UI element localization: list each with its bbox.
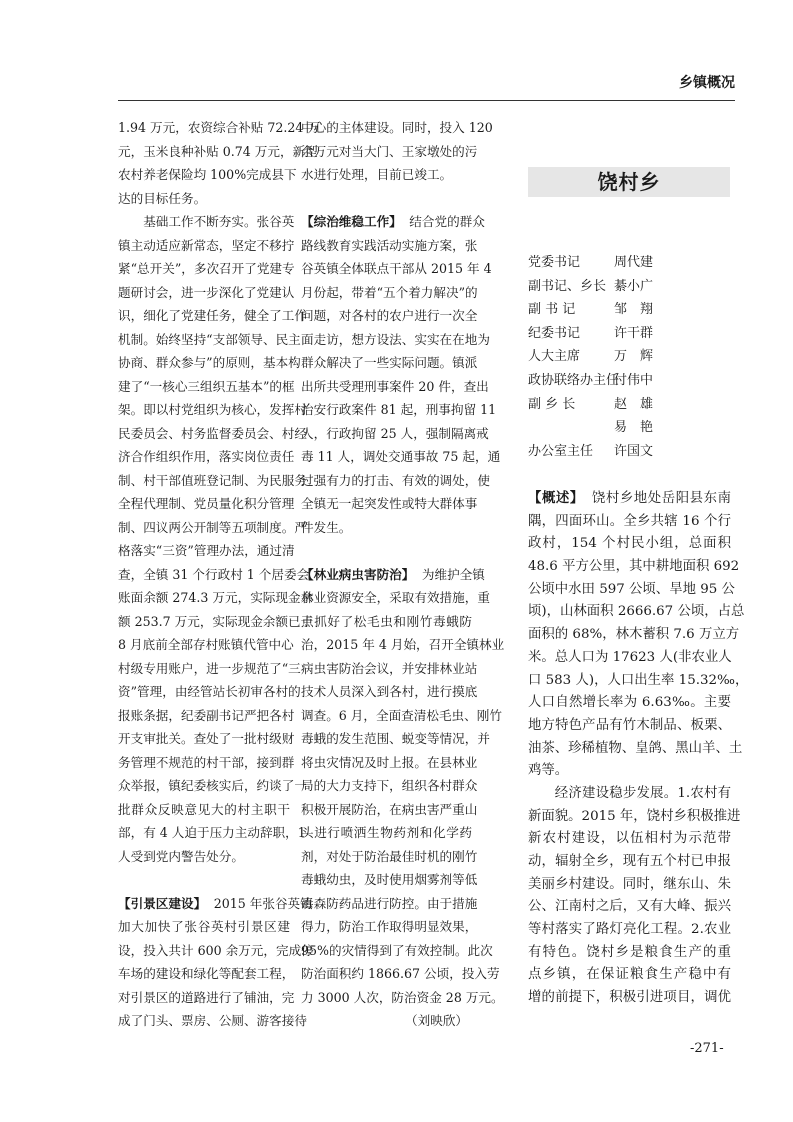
leader-role: 人大主席: [528, 349, 581, 365]
line-text: 鸡等。: [528, 763, 569, 779]
line-text: 毒蛾的发生范围、蜕变等情况，并: [301, 731, 490, 746]
paragraph-line: [118, 635, 294, 659]
paragraph-line: [118, 1011, 307, 1035]
paragraph-line: [301, 400, 497, 424]
paragraph-line: [301, 870, 478, 894]
paragraph-line: [118, 706, 295, 730]
line-text: 全程代理制、党员量化积分管理: [118, 496, 295, 511]
paragraph-line: [118, 118, 321, 142]
leader-role: 副书记、乡长: [528, 278, 607, 294]
author-signature: （刘映欣）: [405, 1013, 468, 1028]
paragraph-line: [528, 965, 731, 988]
line-text: 治安行政案件 81 起，刑事拘留 11: [301, 402, 497, 417]
line-text: 新面貌。2015 年，饶村乡积极推进: [528, 808, 741, 824]
line-text: 出所共受理刑事案件 20 件，查出: [301, 378, 489, 394]
paragraph-line: [301, 165, 472, 189]
paragraph-line: [301, 353, 478, 377]
paragraph-line: [118, 565, 310, 589]
line-text: 面走访，想方设法、实实在在地为: [301, 331, 490, 347]
line-text: 点抓好了松毛虫和刚竹毒蛾防: [301, 613, 472, 629]
paragraph-line: [528, 580, 735, 603]
blank-line: [301, 189, 472, 213]
paragraph-line: [301, 377, 489, 401]
paragraph-line: [118, 212, 295, 236]
line-text: 基础工作不断夯实。张谷英: [143, 214, 295, 229]
paragraph-line: [118, 847, 290, 871]
leader-name: 邹 翔: [614, 302, 654, 318]
line-text: 2015 年张谷英镇: [213, 895, 313, 911]
paragraph-line: [118, 330, 301, 354]
header-rule: [118, 100, 735, 101]
paragraph-line: [118, 917, 290, 941]
section-heading: 【引景区建设】: [118, 895, 207, 911]
text-column-2: [301, 118, 505, 1035]
line-text: 等村落实了路灯亮化工程。2.农业: [528, 922, 731, 938]
line-text: 力 3000 人次，防治资金 28 万元。: [301, 989, 504, 1005]
line-text: 余万元对当大门、王家墩处的污: [301, 143, 478, 159]
paragraph-line: [301, 212, 485, 236]
line-text: 8 月底前全部存村账镇代管中心: [118, 637, 294, 652]
page-number: -271-: [690, 1041, 724, 1056]
paragraph-line: [118, 612, 314, 636]
paragraph-line: [301, 847, 478, 871]
paragraph-line: [301, 283, 478, 307]
line-text: 资”管理，由经管站长初审各村的: [118, 684, 301, 699]
leader-role: [528, 418, 614, 442]
leader-role: 政协联络办主任: [528, 372, 620, 388]
line-text: 题研讨会，进一步深化了党建认: [118, 284, 295, 300]
paragraph-line: [118, 142, 318, 166]
line-text: 协商、群众参与”的原则，基本构: [118, 355, 301, 370]
paragraph-line: [528, 807, 741, 830]
paragraph-line: [301, 424, 489, 448]
leadership-list: [528, 253, 653, 465]
paragraph-line: [301, 635, 505, 659]
paragraph-line: [528, 671, 749, 694]
line-text: 民委员会、村务监督委员会、村经: [118, 425, 307, 441]
leader-row: [528, 395, 653, 419]
line-text: 对引景区的道路进行了铺油，完: [118, 989, 295, 1005]
paragraph-line: [301, 823, 472, 847]
line-text: 制、村干部值班登记制、为民服务: [118, 472, 307, 488]
line-text: 公、江南村之后，又有大峰、振兴: [528, 899, 731, 915]
paragraph-line: [118, 776, 307, 800]
line-text: 识，细化了党建任务，健全了工作: [118, 308, 307, 323]
line-text: 点乡镇，在保证粮食生产稳中有: [528, 967, 731, 983]
paragraph-line: [118, 659, 301, 683]
paragraph-line: [528, 852, 731, 875]
line-text: 隅，四面环山。全乡共辖 16 个行: [528, 513, 731, 529]
line-text: 元，玉米良种补贴 0.74 万元，新型: [118, 143, 318, 159]
paragraph-line: [118, 753, 295, 777]
line-text: 病虫害防治会议，并安排林业站: [301, 660, 478, 676]
line-text: 政村，154 个村民小组，总面积: [528, 536, 731, 552]
section-heading: 【林业病虫害防治】: [301, 566, 415, 582]
paragraph-line: [118, 682, 301, 706]
leader-name: 周代建: [614, 255, 654, 270]
line-text: 将虫灾情况及时上报。在县林业: [301, 754, 478, 770]
line-text: 镇主动适应新常态，坚定不移拧: [118, 237, 295, 253]
line-text: 全镇无一起突发性或特大群体事: [301, 496, 478, 511]
line-text: 积极开展防治，在病虫害严重山: [301, 801, 478, 817]
line-text: 开支审批关。查处了一批村级财: [118, 731, 295, 746]
leader-row: [528, 277, 653, 301]
leader-role: 副 乡 长: [528, 396, 576, 412]
paragraph-line: [301, 330, 490, 354]
paragraph-line: [301, 447, 501, 471]
paragraph-line: [301, 729, 490, 753]
blank-line: [301, 541, 472, 565]
paragraph-line: [118, 283, 295, 307]
line-text: 水进行处理，目前已竣工。: [301, 167, 453, 182]
line-text: 车场的建设和绿化等配套工程，: [118, 966, 295, 981]
leader-row: [528, 418, 653, 442]
line-text: 务管理不规范的村干部，接到群: [118, 754, 295, 770]
paragraph-line: [118, 541, 295, 565]
line-text: 成了门头、票房、公厕、游客接待: [118, 1013, 307, 1028]
paragraph-line: [118, 518, 307, 542]
paragraph-line: [301, 259, 492, 283]
leader-name: 许国文: [614, 443, 654, 459]
line-text: 经济建设稳步发展。1.农村有: [554, 785, 731, 801]
line-text: 得力，防治工作取得明显效果，: [301, 919, 478, 934]
line-text: 加大加快了张谷英村引景区建: [118, 919, 290, 934]
section-header: 乡镇概况: [679, 75, 735, 91]
line-text: 95%的灾情得到了有效控制。此次: [301, 942, 493, 958]
paragraph-line: [118, 424, 307, 448]
blank-line: [118, 870, 290, 894]
paragraph-line: [528, 761, 731, 784]
line-text: 额 253.7 万元，实际现金余额已于: [118, 613, 314, 629]
paragraph-line: [301, 518, 472, 542]
line-text: 村级专用账户，进一步规范了“三: [118, 660, 301, 676]
line-text: 局的大力支持下，组织各村群众: [301, 778, 478, 793]
line-text: 建了“一核心三组织五基本”的框: [118, 378, 295, 394]
line-text: 部，有 4 人迫于压力主动辞职，1: [118, 825, 306, 840]
line-text: 路线教育实践活动实施方案，张: [301, 237, 478, 253]
paragraph-line: [301, 894, 478, 918]
line-text: 新农村建设，以伍相村为示范带: [528, 831, 731, 847]
line-text: 调查。6 月，全面查清松毛虫、刚竹: [301, 707, 502, 723]
line-text: 顷)，山林面积 2666.67 公顷，占总: [528, 604, 745, 620]
leader-name: 綦小广: [614, 278, 654, 294]
paragraph-line: [528, 943, 731, 966]
line-text: 设，投入共计 600 余万元，完成停: [118, 942, 314, 958]
paragraph-line: [528, 716, 731, 739]
paragraph-line: [528, 625, 740, 648]
line-text: 群众解决了一些实际问题。镇派: [301, 355, 478, 370]
paragraph-line: [528, 557, 740, 580]
paragraph-line: [118, 165, 297, 189]
paragraph-line: [301, 306, 478, 330]
leader-name: 许干群: [614, 325, 654, 341]
leader-row: [528, 371, 653, 395]
line-text: 面积的 68%，林木蓄积 7.6 万立方: [528, 627, 740, 643]
leader-role: 副 书 记: [528, 302, 576, 318]
line-text: 农村养老保险均 100%完成县下: [118, 167, 297, 182]
paragraph-line: [301, 800, 478, 824]
text-column-1: [118, 118, 321, 1035]
section-heading: 【概述】: [528, 491, 584, 506]
paragraph-line: [118, 189, 290, 213]
paragraph-line: [118, 988, 295, 1012]
line-text: 米。总人口为 17623 人(非农业人: [528, 649, 732, 665]
line-text: 人，行政拘留 25 人，强制隔离戒: [301, 425, 489, 441]
line-text: 1.94 万元，农资综合补贴 72.24 万: [118, 120, 321, 135]
paragraph-line: [118, 800, 290, 824]
paragraph-line: [118, 941, 314, 965]
paragraph-line: [528, 489, 731, 512]
line-text: 口 583 人)，人口出生率 15.32‰，: [528, 672, 749, 688]
leader-name: 赵 雄: [614, 396, 654, 412]
line-text: 动，辐射全乡，现有五个村已申报: [528, 854, 731, 869]
line-text: 谷英镇全体联点干部从 2015 年 4: [301, 261, 492, 276]
leader-row: [528, 347, 653, 371]
paragraph-line: [301, 682, 478, 706]
paragraph-line: [301, 612, 472, 636]
line-text: 有特色。饶村乡是粮食生产的重: [528, 944, 731, 960]
paragraph-line: [118, 729, 295, 753]
line-text: 为维护全镇: [421, 566, 485, 582]
paragraph-line: [118, 588, 314, 612]
line-text: 格落实“三资”管理办法，通过清: [118, 543, 295, 558]
line-text: 紧“总开关”，多次召开了党建专: [118, 261, 295, 276]
paragraph-line: [118, 306, 307, 330]
line-text: 济合作组织作用，落实岗位责任: [118, 449, 295, 464]
line-text: 过强有力的打击、有效的调处，使: [301, 472, 490, 488]
paragraph-line: [118, 494, 295, 518]
line-text: 机制。始终坚持“支部领导、民主: [118, 331, 301, 347]
line-text: 问题，对各村的农户进行一次全: [301, 308, 478, 323]
paragraph-line: [301, 494, 478, 518]
line-text: 查，全镇 31 个行政村 1 个居委会: [118, 566, 310, 582]
paragraph-line: [528, 693, 731, 716]
paragraph-line: [301, 471, 490, 495]
line-text: 剂，对处于防治最佳时机的刚竹: [301, 848, 478, 864]
paragraph-line: [301, 964, 500, 988]
paragraph-line: [528, 784, 731, 807]
paragraph-line: [301, 659, 478, 683]
paragraph-line: [118, 894, 313, 918]
line-text: 地方特色产品有竹木制品、板栗、: [528, 717, 731, 733]
line-text: 毒森防药品进行防控。由于措施: [301, 895, 478, 911]
paragraph-line: [118, 964, 295, 988]
leader-role: 纪委书记: [528, 325, 581, 341]
text-column-3: [528, 489, 749, 1011]
line-text: 批群众反映意见大的村主职干: [118, 801, 290, 817]
line-text: 饶村乡地处岳阳县东南: [591, 491, 732, 506]
line-text: 林业资源安全，采取有效措施，重: [301, 590, 490, 605]
paragraph-line: [118, 400, 307, 424]
paragraph-line: [528, 897, 731, 920]
paragraph-line: [118, 377, 295, 401]
leader-name: 付伟中: [614, 372, 654, 388]
leader-name: 万 辉: [614, 349, 654, 365]
line-text: 账面余额 274.3 万元，实际现金余: [118, 590, 314, 605]
paragraph-line: [301, 118, 493, 142]
paragraph-line: [528, 739, 743, 762]
line-text: 毒 11 人，调处交通事故 75 起，通: [301, 449, 501, 464]
paragraph-line: [301, 236, 478, 260]
line-text: 美丽乡村建设。同时，继东山、朱: [528, 876, 731, 892]
township-title: 饶村乡: [528, 167, 730, 197]
leader-row: [528, 253, 653, 277]
leader-row: [528, 324, 653, 348]
leader-role: 党委书记: [528, 255, 581, 270]
line-text: 48.6 平方公里，其中耕地面积 692: [528, 559, 740, 575]
line-text: 治，2015 年 4 月始，召开全镇林业: [301, 637, 505, 652]
paragraph-line: [301, 753, 478, 777]
line-text: 件发生。: [301, 519, 352, 535]
paragraph-line: [118, 823, 306, 847]
paragraph-line: [528, 920, 731, 943]
paragraph-line: [118, 236, 295, 260]
paragraph-line: [528, 534, 731, 557]
paragraph-line: [528, 829, 731, 852]
line-text: 技术人员深入到各村，进行摸底: [301, 684, 478, 699]
line-text: 油茶、珍稀植物、皇鸽、黑山羊、土: [528, 740, 743, 756]
paragraph-line: [528, 648, 731, 671]
paragraph-line: [118, 471, 307, 495]
line-text: 毒蛾幼虫，及时使用烟雾剂等低: [301, 872, 478, 887]
paragraph-line: [118, 447, 295, 471]
line-text: 制、四议两公开制等五项制度。严: [118, 519, 307, 535]
line-text: 众举报，镇纪委核实后，约谈了一: [118, 778, 307, 793]
leader-row: [528, 300, 653, 324]
paragraph-line: [301, 142, 478, 166]
line-text: 报账条据，纪委副书记严把各村: [118, 707, 295, 723]
section-heading: 【综治维稳工作】: [301, 214, 402, 229]
paragraph-line: [528, 988, 731, 1011]
line-text: 架。即以村党组织为核心，发挥村: [118, 402, 307, 417]
paragraph-line: [301, 917, 478, 941]
paragraph-line: [301, 565, 485, 589]
line-text: 人口自然增长率为 6.63‰。主要: [528, 695, 731, 711]
line-text: 头进行喷洒生物药剂和化学药: [301, 825, 472, 840]
paragraph-line: [301, 588, 490, 612]
leader-role: 办公室主任: [528, 443, 594, 459]
line-text: 人受到党内警告处分。: [118, 848, 244, 864]
line-text: 达的目标任务。: [118, 190, 207, 206]
leader-name: 易 艳: [614, 420, 654, 436]
paragraph-line: [301, 706, 502, 730]
paragraph-line: [528, 875, 731, 898]
line-text: 公顷中水田 597 公顷、旱地 95 公: [528, 581, 735, 597]
paragraph-line: [301, 776, 478, 800]
paragraph-line: [118, 353, 301, 377]
line-text: 增的前提下，积极引进项目，调优: [528, 990, 731, 1006]
line-text: 防治面积约 1866.67 公顷，投入劳: [301, 966, 500, 981]
paragraph-line: [118, 259, 295, 283]
paragraph-line: [528, 602, 745, 625]
paragraph-line: [301, 988, 504, 1012]
leader-row: [528, 442, 653, 466]
line-text: 中心的主体建设。同时，投入 120: [301, 120, 493, 135]
line-text: 结合党的群众: [409, 214, 485, 229]
paragraph-line: [301, 941, 493, 965]
line-text: 月份起，带着“五个着力解决”的: [301, 284, 478, 300]
paragraph-line: [528, 512, 731, 535]
